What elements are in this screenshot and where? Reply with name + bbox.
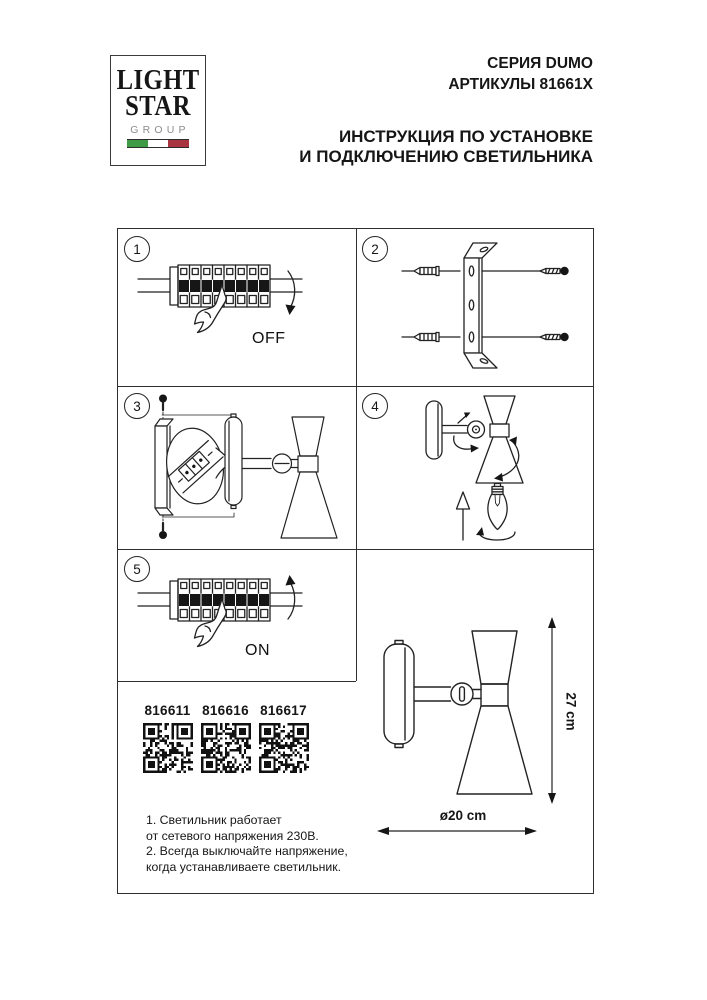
breaker-on-illustration — [118, 549, 356, 681]
breaker-off-label: OFF — [252, 330, 286, 347]
up-arrow-icon — [457, 492, 470, 540]
instruction-title-line1: ИНСТРУКЦИЯ ПО УСТАНОВКЕ — [338, 126, 593, 146]
pointing-hand-icon — [195, 285, 227, 333]
note-line: 1. Светильник работает — [146, 813, 282, 827]
wall-anchor-icon — [402, 333, 460, 342]
height-dimension-label: 27 cm — [563, 692, 579, 731]
step-panel-1 — [118, 229, 356, 386]
qr-code — [201, 723, 251, 773]
wiring-assembly-illustration — [118, 386, 356, 549]
step-panel-4 — [356, 386, 595, 549]
note-line: от сетевого напряжения 230В. — [146, 828, 319, 843]
series-title: СЕРИЯ DUMO — [487, 55, 593, 72]
note-line: 2. Всегда выключайте напряжение, — [146, 844, 348, 859]
logo-word-star: STAR — [125, 91, 191, 123]
logo-word-light: LIGHT — [116, 65, 200, 96]
height-dimension-line — [548, 617, 556, 804]
switch-down-arrow-icon — [286, 271, 296, 315]
step-panel-3 — [118, 386, 356, 549]
product-code: 816611 — [144, 703, 191, 718]
step-number: 2 — [362, 236, 388, 262]
italian-flag-bar — [127, 139, 189, 148]
instruction-grid — [117, 228, 594, 894]
safety-notes — [146, 813, 348, 876]
product-code-block — [258, 703, 309, 773]
diameter-dimension-label: ø20 cm — [439, 808, 487, 823]
product-code-block — [142, 703, 193, 773]
screw-icon — [482, 267, 569, 275]
articles-title: АРТИКУЛЫ 81661X — [448, 75, 593, 93]
screw-rotation-arrow-icon — [476, 527, 515, 540]
breaker-off-illustration — [118, 229, 356, 386]
step-number: 4 — [362, 393, 388, 419]
flag-red-segment — [168, 140, 189, 147]
breaker-on-label: ON — [245, 642, 270, 659]
bulb-install-illustration — [356, 386, 595, 549]
switch-up-arrow-icon — [286, 575, 296, 619]
logo-word-group: GROUP — [130, 124, 190, 137]
step-panel-5 — [118, 549, 356, 681]
qr-code — [143, 723, 193, 773]
pointing-hand-icon — [195, 599, 227, 647]
product-code: 816616 — [202, 703, 249, 718]
flag-green-segment — [127, 140, 148, 147]
instruction-title-line2: И ПОДКЛЮЧЕНИЮ СВЕТИЛЬНИКА — [299, 147, 593, 167]
lightstar-logo — [110, 55, 206, 166]
screw-icon — [482, 333, 569, 341]
step-number: 3 — [124, 393, 150, 419]
document-header — [299, 54, 593, 168]
product-codes-row — [142, 703, 309, 773]
qr-code — [259, 723, 309, 773]
wall-anchor-icon — [402, 267, 460, 276]
step-number: 1 — [124, 236, 150, 262]
step-panel-2 — [356, 229, 595, 386]
callout-balloon — [161, 424, 232, 509]
product-code-block — [200, 703, 251, 773]
diameter-dimension-line — [377, 827, 537, 835]
dimensions-panel — [356, 549, 595, 895]
mounting-bracket-illustration — [356, 229, 595, 386]
step-number: 5 — [124, 556, 150, 582]
note-line: когда устанавливаете светильник. — [146, 860, 342, 875]
flag-white-segment — [148, 140, 169, 147]
light-bulb-icon — [488, 484, 507, 530]
product-code: 816617 — [260, 703, 307, 718]
lamp-dimension-drawing — [356, 549, 595, 895]
product-codes-panel — [118, 681, 356, 895]
